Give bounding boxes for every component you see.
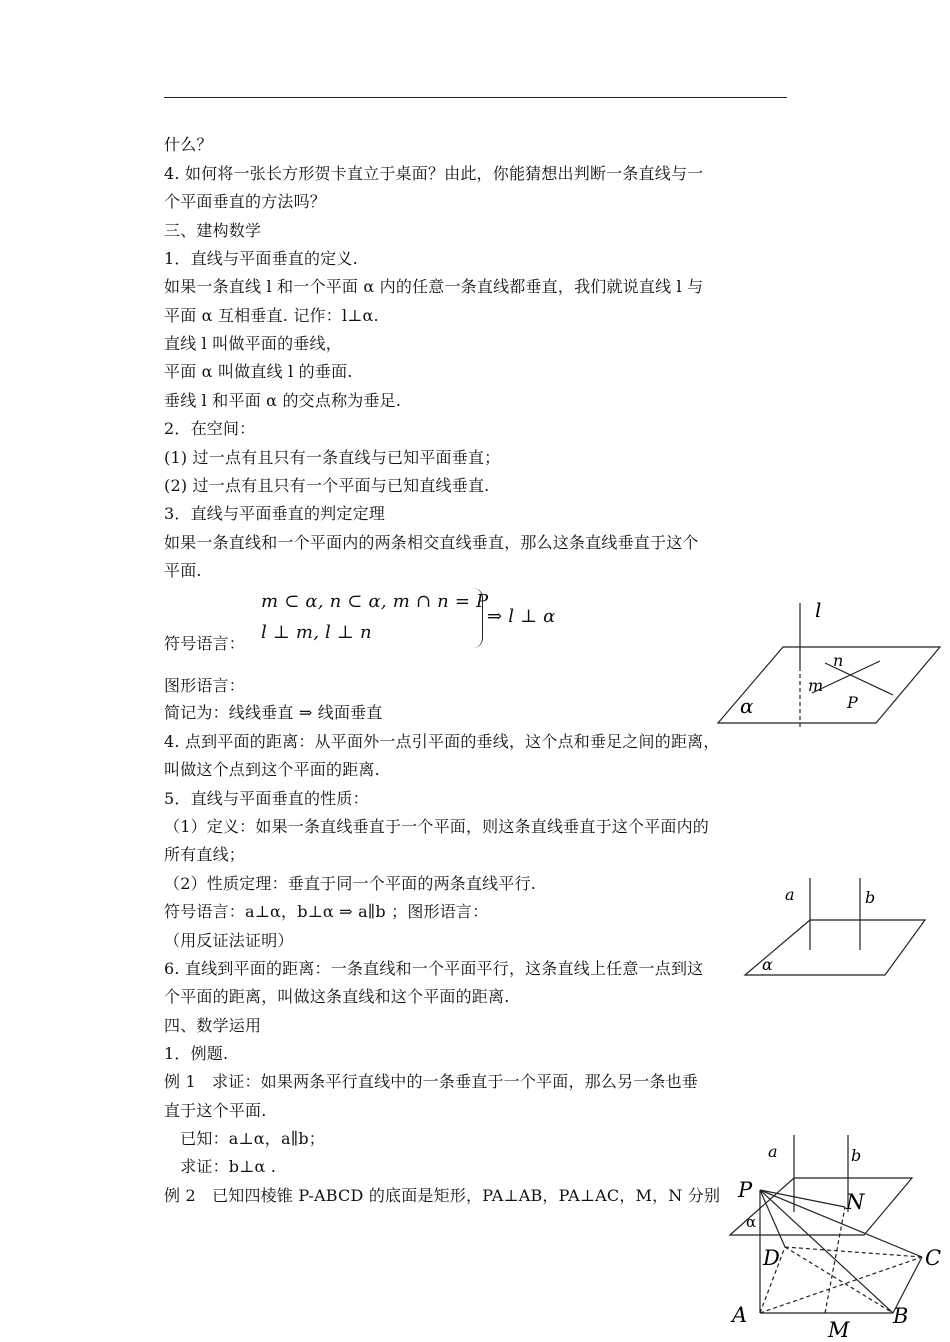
text-line: 4. 如何将一张长方形贺卡直立于桌面？由此，你能猜想出判断一条直线与一: [164, 164, 704, 183]
text-line: 1．直线与平面垂直的定义.: [164, 249, 358, 268]
formula-result: ⇒ l ⊥ α: [487, 606, 556, 627]
formula-row-1: m ⊂ α, n ⊂ α, m ∩ n = P: [261, 591, 489, 612]
label-a: a: [768, 1142, 778, 1161]
label-A: A: [732, 1303, 748, 1327]
label-D: D: [763, 1246, 780, 1270]
text-line: 符号语言：a⊥α，b⊥α ⇒ a∥b ；图形语言：: [164, 902, 489, 921]
text-line: 个平面垂直的方法吗？: [164, 192, 327, 211]
label-a: a: [785, 885, 795, 904]
text-line: 1．例题.: [164, 1044, 229, 1063]
text-line: （1）定义：如果一条直线垂直于一个平面，则这条直线垂直于这个平面内的: [164, 817, 709, 836]
figure-pyramid: [725, 1175, 950, 1342]
text-line: （用反证法证明）: [164, 931, 294, 950]
text-line: 平面 α 叫做直线 l 的垂面.: [164, 362, 353, 381]
text-line: (2) 过一点有且只有一个平面与已知直线垂直.: [164, 476, 490, 495]
label-N: N: [846, 1190, 865, 1214]
label-B: B: [893, 1304, 909, 1328]
label-M: M: [828, 1318, 850, 1342]
text-line: 直线 l 叫做平面的垂线，: [164, 334, 342, 353]
text-line: 例 1 求证：如果两条平行直线中的一条垂直于一个平面，那么另一条也垂: [164, 1072, 699, 1091]
label-l: l: [815, 598, 822, 622]
text-line: 4. 点到平面的距离：从平面外一点引平面的垂线，这个点和垂足之间的距离，: [164, 732, 720, 751]
header-rule: [164, 97, 787, 98]
text-line: (1) 过一点有且只有一条直线与已知平面垂直；: [164, 448, 501, 467]
figure-two-perpendicular-lines: [740, 870, 940, 985]
label-alpha: α: [740, 694, 754, 718]
text-line: 直于这个平面.: [164, 1101, 267, 1120]
text-line: 图形语言：: [164, 676, 246, 695]
text-line: 叫做这个点到这个平面的距离.: [164, 760, 380, 779]
text-line: 平面 α 互相垂直. 记作：l⊥α.: [164, 306, 379, 325]
formula-row-2: l ⊥ m, l ⊥ n: [261, 622, 372, 643]
text-line: 个平面的距离，叫做这条直线和这个平面的距离.: [164, 987, 510, 1006]
text-line: 求证：b⊥α .: [164, 1157, 277, 1176]
text-line: 所有直线；: [164, 845, 246, 864]
text-line: 简记为：线线垂直 ⇒ 线面垂直: [164, 703, 383, 722]
formula-brace: [472, 588, 483, 648]
section-heading: 四、数学运用: [164, 1016, 262, 1035]
text-line: 6. 直线到平面的距离：一条直线和一个平面平行，这条直线上任意一点到这: [164, 959, 704, 978]
text-line: 例 2 已知四棱锥 P-ABCD 的底面是矩形，PA⊥AB，PA⊥AC，M，N 分别: [164, 1186, 721, 1205]
formula-label: 符号语言：: [164, 634, 246, 653]
text-line: 2．在空间：: [164, 419, 256, 438]
text-line: 如果一条直线 l 和一个平面 α 内的任意一条直线都垂直，我们就说直线 l 与: [164, 277, 704, 296]
label-C: C: [925, 1246, 942, 1270]
label-alpha: α: [746, 1213, 757, 1231]
figure-line-plane-perpendicular: [700, 595, 945, 730]
text-line: 3．直线与平面垂直的判定定理: [164, 504, 385, 523]
text-line: 如果一条直线和一个平面内的两条相交直线垂直，那么这条直线垂直于这个: [164, 533, 699, 552]
text-line: 平面.: [164, 561, 202, 580]
text-line: （2）性质定理：垂直于同一个平面的两条直线平行.: [164, 874, 537, 893]
label-P: P: [847, 693, 858, 712]
label-b: b: [851, 1146, 862, 1165]
section-heading: 三、建构数学: [164, 221, 262, 240]
text-line: 5．直线与平面垂直的性质：: [164, 789, 369, 808]
label-P: P: [738, 1178, 753, 1202]
text-line: 已知：a⊥α，a∥b；: [164, 1129, 325, 1148]
label-alpha: α: [762, 955, 773, 974]
text-line: 垂线 l 和平面 α 的交点称为垂足.: [164, 391, 402, 410]
label-b: b: [865, 888, 876, 907]
label-n: n: [833, 651, 844, 670]
label-m: m: [808, 676, 824, 695]
text-line: 什么？: [164, 135, 213, 154]
